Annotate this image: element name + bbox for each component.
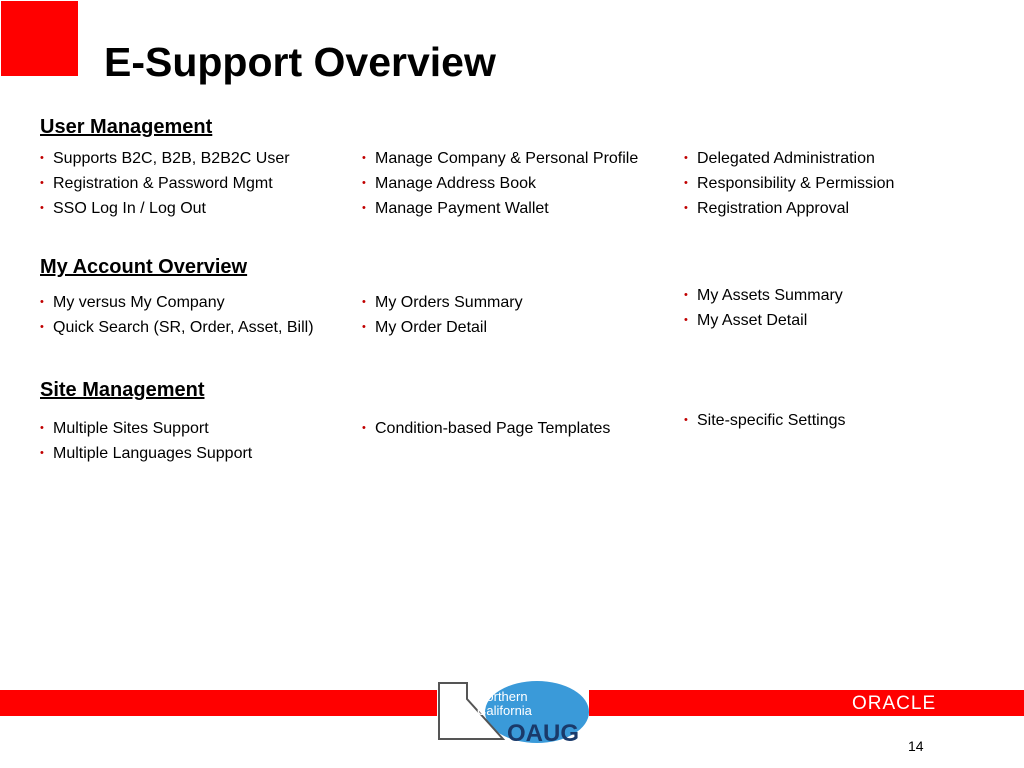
bullet-icon: • [40,177,44,189]
bullet-text: My Orders Summary [375,294,523,311]
bullet-item [684,173,894,194]
bullet-icon: • [362,152,366,164]
bullet-text: Condition-based Page Templates [375,420,611,437]
bullet-icon: • [362,296,366,308]
svg-text:Northern: Northern [477,689,528,704]
bullet-item [40,443,252,464]
bullet-icon: • [362,422,366,434]
bullet-text: Site-specific Settings [697,412,846,429]
bullet-icon: • [684,177,688,189]
bullet-text: Registration Approval [697,200,850,217]
bullet-icon: • [40,152,44,164]
bullet-item [362,198,549,219]
bullet-icon: • [684,289,688,301]
bullet-icon: • [362,321,366,333]
bullet-item [40,148,290,169]
bullet-item [40,198,206,219]
bullet-text: Quick Search (SR, Order, Asset, Bill) [53,319,314,336]
bullet-text: Manage Payment Wallet [375,200,549,217]
bullet-item [684,285,843,306]
bullet-text: My versus My Company [53,294,225,311]
bullet-icon: • [684,314,688,326]
bullet-item [362,292,523,313]
bullet-item [684,198,849,219]
bullet-icon: • [40,296,44,308]
bullet-icon: • [684,152,688,164]
bullet-text: SSO Log In / Log Out [53,200,206,217]
bullet-text: Multiple Sites Support [53,420,209,437]
bullet-item [684,410,846,431]
bullet-item [362,317,487,338]
bullet-item [40,292,225,313]
bullet-item [362,418,610,439]
bullet-text: Multiple Languages Support [53,445,253,462]
section-heading: Site Management [40,379,205,401]
bullet-text: My Order Detail [375,319,488,336]
bullet-text: Manage Company & Personal Profile [375,150,639,167]
bullet-icon: • [684,414,688,426]
section-heading: My Account Overview [40,256,248,278]
bullet-text: My Assets Summary [697,287,843,304]
bullet-item [684,310,807,331]
bullet-text: My Asset Detail [697,312,808,329]
bullet-icon: • [40,447,44,459]
red-square-decoration [1,1,78,76]
bullet-icon: • [362,202,366,214]
bullet-icon: • [40,321,44,333]
oracle-logo: ORACLE [852,693,937,714]
bullet-item [684,148,875,169]
bullet-text: Manage Address Book [375,175,536,192]
page-number: 14 [908,738,924,754]
oaug-logo [437,681,589,743]
page-title: E-Support Overview [104,39,496,85]
bullet-item [40,418,209,439]
svg-text:OAUG: OAUG [507,720,579,743]
bullet-text: Delegated Administration [697,150,875,167]
bullet-icon: • [684,202,688,214]
bullet-item [40,317,314,338]
bullet-text: Responsibility & Permission [697,175,895,192]
section-heading: User Management [40,116,213,138]
bullet-text: Registration & Password Mgmt [53,175,273,192]
svg-text:California: California [477,703,532,718]
bullet-icon: • [40,202,44,214]
bullet-icon: • [362,177,366,189]
bullet-item [40,173,273,194]
bullet-icon: • [40,422,44,434]
bullet-item [362,173,536,194]
bullet-text: Supports B2C, B2B, B2B2C User [53,150,290,167]
bullet-item [362,148,638,169]
